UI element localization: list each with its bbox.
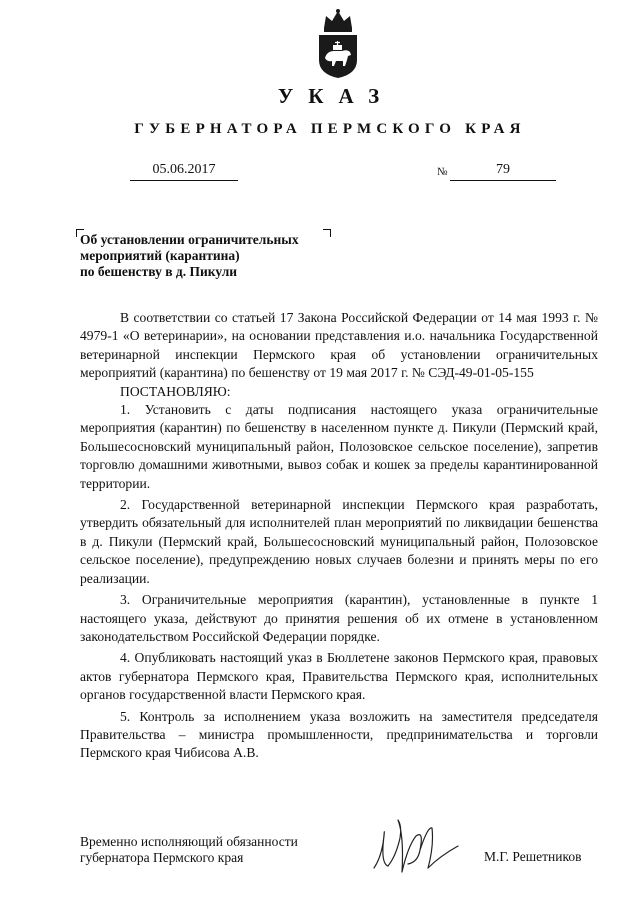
- subject-corner-right: [323, 229, 331, 237]
- document-date: 05.06.2017: [130, 160, 238, 181]
- preamble-paragraph: В соответствии со статьей 17 Закона Российской Федерации от 14 мая 1993 г. № 4979-1 «О ветеринарии», на основании представления и.о. начальника Государственной ветеринарной инспекции Пермского края об установлении ограничительных мероприятий (карантина) по бешенству от 19 мая 2017 г. № СЭД-49-01-05-155: [80, 310, 598, 381]
- document-title: УКАЗ: [277, 84, 395, 108]
- clause-5: 5. Контроль за исполнением указа возложить на заместителя председателя Правительства – министра промышленности, предпринимательства и торговли Пермского края Чибисова А.В.: [80, 708, 598, 761]
- subject-line: Об установлении ограничительных: [80, 232, 299, 247]
- subject-line: по бешенству в д. Пикули: [80, 264, 238, 279]
- clause-3: 3. Ограничительные мероприятия (карантин), установленные в пункте 1 настоящего указа, действуют до принятия решения об их отмене в установленном законодательством Российской Федерации порядке.: [80, 592, 598, 644]
- subject-line: мероприятий (карантина): [80, 248, 240, 263]
- signatory-position-line: Временно исполняющий обязанности: [80, 834, 298, 849]
- number-sign: №: [437, 166, 448, 178]
- document-subtitle: ГУБЕРНАТОРА ПЕРМСКОГО КРАЯ: [134, 121, 526, 137]
- clause-2: 2. Государственной ветеринарной инспекции Пермского края разработать, утвердить обязательный для исполнителей план мероприятий по ликвидации бешенства в д. Пикули (Пермский край, Большесосновский муниципальный район, Полозовское сельское поселение), предупреждению новых случаев болезни и принять меры по его реализации.: [80, 497, 598, 586]
- decree-keyword: ПОСТАНОВЛЯЮ:: [120, 383, 231, 399]
- signature-icon: [368, 816, 478, 882]
- clause-1: 1. Установить с даты подписания настоящего указа ограничительные мероприятия (карантин) по бешенству в населенном пункте д. Пикули (Пермский край, Большесосновский муниципальный район, Полозовское сельское поселение), запретив торговлю домашними животными, вывоз собак и кошек за пределы карантинированной территории.: [80, 402, 598, 491]
- clause-4: 4. Опубликовать настоящий указ в Бюллетене законов Пермского края, правовых актов губернатора Пермского края, Правительства Пермского края, исполнительных органов государственной власти Пермского края.: [80, 650, 598, 703]
- signatory-position-line: губернатора Пермского края: [80, 850, 244, 865]
- document-body: [80, 309, 598, 763]
- document-subject: [80, 232, 299, 280]
- signatory-name: М.Г. Решетников: [484, 849, 582, 864]
- signatory-position: [80, 834, 298, 866]
- document-number: 79: [450, 160, 556, 181]
- coat-of-arms-icon: [314, 8, 362, 80]
